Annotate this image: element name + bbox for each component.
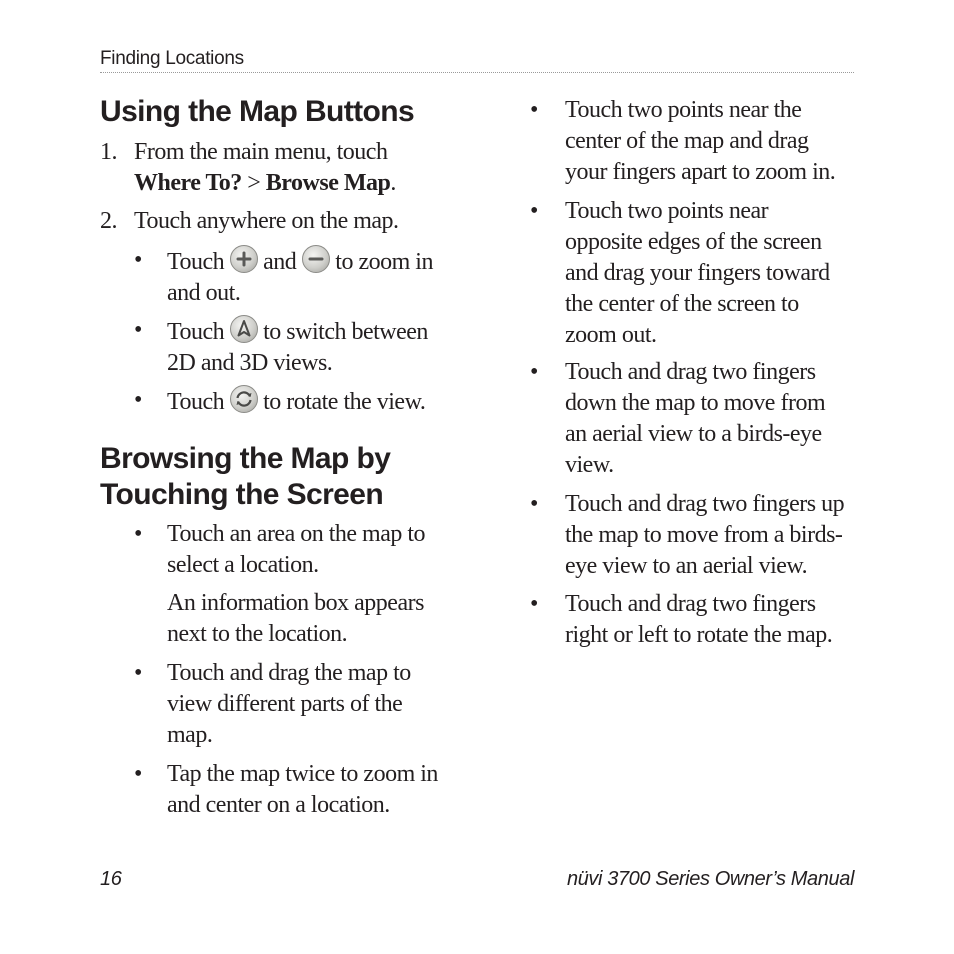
bullet-text: an aerial view to a birds-eye (565, 421, 822, 447)
bullet: • (530, 591, 538, 617)
bullet-text: the center of the screen to (565, 291, 799, 317)
bullet-text: and drag your fingers toward (565, 260, 830, 286)
bullet-text: your fingers apart to zoom in. (565, 159, 836, 185)
bullet: • (134, 387, 142, 413)
step-number: 1. (100, 139, 117, 165)
heading-line: Touching the Screen (100, 478, 384, 511)
bullet: • (134, 521, 142, 547)
bullet-text: right or left to rotate the map. (565, 622, 833, 648)
heading-map-buttons: Using the Map Buttons (100, 95, 415, 128)
bullet-text: to switch between (257, 319, 428, 345)
view-toggle-icon (230, 315, 258, 343)
bullet-text: Touch and drag the map to (167, 660, 411, 686)
header-rule (100, 72, 854, 73)
bullet-text: down the map to move from (565, 390, 826, 416)
heading-browsing (100, 441, 390, 513)
bullet-text: select a location. (167, 552, 319, 578)
manual-title: nüvi 3700 Series Owner’s Manual (566, 868, 854, 890)
bullet-text: Touch and drag two fingers up (565, 491, 845, 517)
bullet: • (530, 97, 538, 123)
bullet: • (134, 247, 142, 273)
bullet-text: Touch (167, 389, 230, 415)
bullet-text: Touch and drag two fingers (565, 591, 816, 617)
bullet-text: 2D and 3D views. (167, 350, 333, 376)
bullet-text: and center on a location. (167, 792, 390, 818)
heading-line: Browsing the Map by (100, 442, 391, 475)
bullet-text: Touch an area on the map to (167, 521, 426, 547)
bullet-text: view. (565, 452, 614, 478)
bullet-text: zoom out. (565, 322, 657, 348)
menu-separator: > (241, 170, 266, 196)
bullet-text: the map to move from a birds- (565, 522, 843, 548)
bullet: • (134, 660, 142, 686)
step-number: 2. (100, 208, 117, 234)
zoom-in-icon (230, 245, 258, 273)
bullet-text: view different parts of the (167, 691, 403, 717)
bullet: • (134, 317, 142, 343)
zoom-out-icon (302, 245, 330, 273)
note-text: An information box appears (167, 590, 424, 616)
step-1-line2 (134, 168, 396, 199)
bullet: • (530, 359, 538, 385)
bullet-text: Tap the map twice to zoom in (167, 761, 438, 787)
bullet-text: and (257, 249, 302, 275)
bullet-text: to rotate the view. (257, 389, 426, 415)
bullet-text: Touch two points near the (565, 97, 802, 123)
bullet: • (134, 761, 142, 787)
page-number: 16 (100, 868, 122, 890)
where-to-label: Where To? (134, 170, 242, 196)
note-text: next to the location. (167, 621, 348, 647)
bullet-text: Touch (167, 319, 230, 345)
bullet-text: opposite edges of the screen (565, 229, 822, 255)
running-head: Finding Locations (100, 48, 244, 69)
bullet-text: map. (167, 722, 213, 748)
bullet-text: Touch two points near (565, 198, 769, 224)
bullet-text: Touch (167, 249, 230, 275)
bullet-text: to zoom in (329, 249, 433, 275)
rotate-icon (230, 385, 258, 413)
browse-map-label: Browse Map (265, 170, 391, 196)
bullet: • (530, 198, 538, 224)
bullet-text: center of the map and drag (565, 128, 809, 154)
info-box-note (167, 588, 424, 650)
bullet-text: eye view to an aerial view. (565, 553, 808, 579)
bullet: • (530, 491, 538, 517)
step-2-line1: Touch anywhere on the map. (134, 208, 399, 234)
step-1-line1: From the main menu, touch (134, 139, 388, 165)
step-1-end: . (390, 170, 396, 196)
bullet-text: Touch and drag two fingers (565, 359, 816, 385)
bullet-text: and out. (167, 280, 241, 306)
